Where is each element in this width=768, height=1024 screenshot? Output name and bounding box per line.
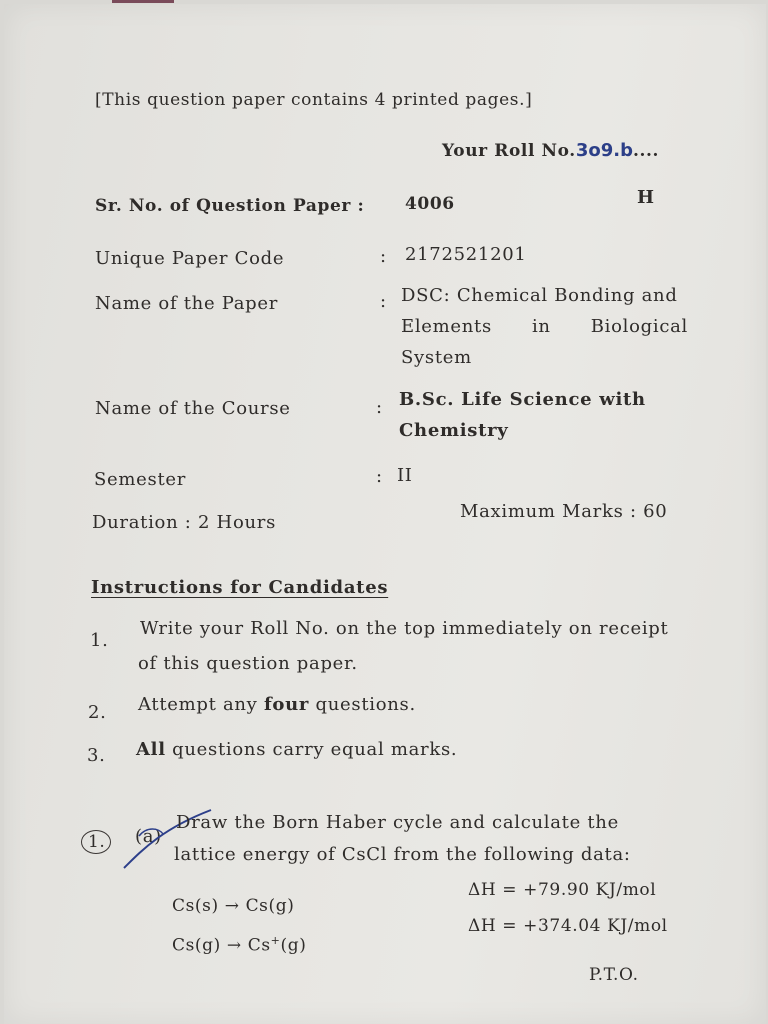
instructions-heading: Instructions for Candidates — [91, 577, 389, 598]
paper-name-word-elements: Elements — [401, 316, 492, 337]
question-1-line-2: lattice energy of CsCl from the following data: — [174, 844, 631, 865]
instruction-2 — [138, 694, 416, 715]
roll-dots: .... — [632, 141, 660, 161]
paper-name-colon: : — [380, 291, 387, 312]
roll-number — [442, 140, 659, 161]
paper-name-line-1: DSC: Chemical Bonding and — [401, 285, 678, 306]
paper-name-line-3: System — [401, 347, 472, 368]
course-line-1: B.Sc. Life Science with — [399, 389, 646, 410]
course-label: Name of the Course — [95, 398, 291, 419]
serial-label: Sr. No. of Question Paper : — [95, 196, 365, 216]
question-1-line-1: Draw the Born Haber cycle and calculate the — [176, 812, 619, 833]
reaction-2 — [172, 934, 306, 956]
upc-colon: : — [380, 246, 387, 267]
enthalpy-1: ΔH = +79.90 KJ/mol — [468, 880, 657, 900]
serial-value: 4006 — [405, 194, 455, 214]
instruction-3-post: questions carry equal marks. — [172, 739, 458, 760]
semester-label: Semester — [94, 469, 187, 490]
top-edge-mark — [112, 0, 174, 3]
paper-name-word-in: in — [531, 316, 551, 337]
course-line-2: Chemistry — [399, 420, 509, 441]
semester-colon: : — [376, 466, 383, 487]
instruction-2-post: questions. — [315, 694, 416, 715]
reaction-2-sup: + — [270, 934, 281, 947]
roll-handwritten: 3o9.b — [575, 140, 633, 161]
instruction-2-pre: Attempt any — [138, 694, 258, 715]
please-turn-over: P.T.O. — [589, 965, 639, 985]
enthalpy-2: ΔH = +374.04 KJ/mol — [468, 916, 668, 936]
page-count-note: [This question paper contains 4 printed pages.] — [95, 90, 533, 110]
paper-name-word-biological: Biological — [590, 316, 688, 337]
reaction-2-pre: Cs(g) → Cs — [172, 935, 271, 956]
instruction-3 — [136, 739, 457, 760]
paper-name-label: Name of the Paper — [95, 293, 279, 314]
reaction-1: Cs(s) → Cs(g) — [172, 896, 295, 916]
question-1-number: 1. — [88, 832, 106, 852]
reaction-2-post: (g) — [280, 935, 307, 956]
instruction-3-bold: All — [136, 739, 166, 760]
duration: Duration : 2 Hours — [92, 512, 277, 533]
instruction-2-bold: four — [263, 694, 310, 715]
upc-label: Unique Paper Code — [95, 248, 285, 269]
instruction-2-number: 2. — [88, 702, 107, 723]
set-letter: H — [637, 187, 655, 208]
instruction-1-line-1: Write your Roll No. on the top immediately on receipt — [140, 618, 669, 639]
semester-value: II — [397, 465, 413, 486]
instruction-1-number: 1. — [90, 630, 109, 651]
paper-name-line-2 — [401, 316, 688, 337]
question-paper — [4, 4, 766, 1024]
instruction-1-line-2: of this question paper. — [138, 653, 358, 674]
roll-label: Your Roll No. — [442, 141, 576, 161]
instruction-3-number: 3. — [87, 745, 106, 766]
question-1-part: (a) — [135, 826, 162, 847]
upc-value: 2172521201 — [405, 244, 527, 265]
maximum-marks: Maximum Marks : 60 — [460, 501, 668, 522]
course-colon: : — [376, 397, 383, 418]
